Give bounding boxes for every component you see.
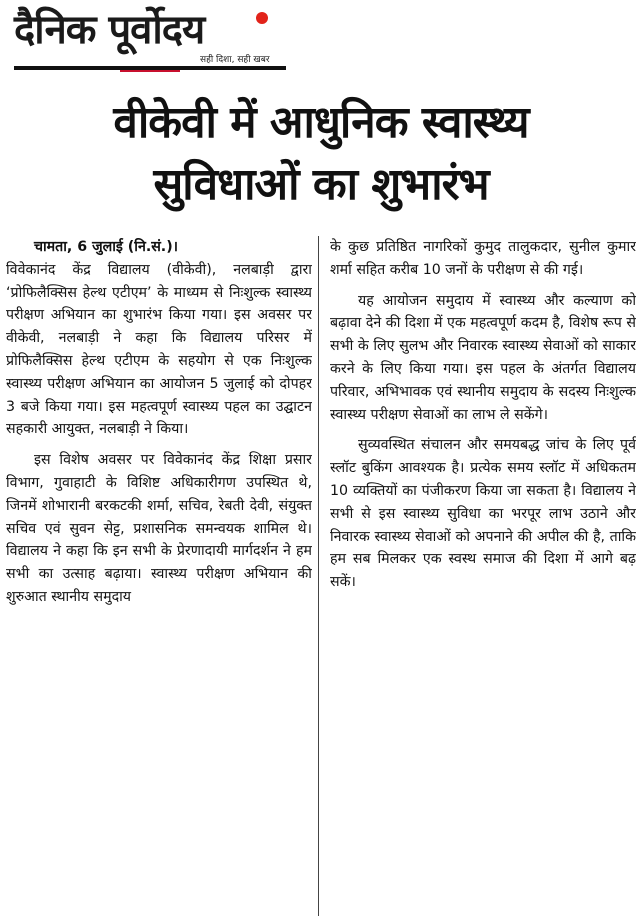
headline-line-1: वीकेवी में आधुनिक स्वास्थ्य (113, 97, 529, 148)
masthead (0, 0, 642, 80)
newspaper-tagline: सही दिशा, सही खबर (200, 55, 270, 65)
article-paragraph: के कुछ प्रतिष्ठित नागरिकों कुमुद तालुकदार, सुनील कुमार शर्मा सहित करीब 10 जनों के परीक्षण से की गई। (330, 239, 636, 278)
article-column-left (6, 236, 312, 916)
article-paragraph: इस विशेष अवसर पर विवेकानंद केंद्र शिक्षा प्रसार विभाग, गुवाहाटी के विशिष्ट अधिकारीगण उपस्थित थे, जिनमें शोभारानी बरकटकी शर्मा, सचिव, रेबती देवी, संयुक्त सचिव एवं सुवन सेट्ट, प्रशासनिक समन्वयक शामिल थे। विद्यालय ने कहा कि इन सभी के प्रेरणादायी मार्गदर्शन ने हम सभी का उत्साह बढ़ाया। स्वास्थ्य परीक्षण अभियान की शुरुआत स्थानीय समुदाय (6, 452, 312, 605)
article-dateline: चामता, 6 जुलाई (नि.सं.)। (34, 239, 179, 255)
article-column-right (330, 236, 636, 916)
newspaper-logo: दैनिक पूर्वोदय (14, 7, 205, 53)
article-headline (0, 92, 642, 216)
article-paragraph: यह आयोजन समुदाय में स्वास्थ्य और कल्याण को बढ़ावा देने की दिशा में एक महत्वपूर्ण कदम है, विशेष रूप से सभी के लिए सुलभ और निवारक स्वास्थ्य सेवाओं को साकार करने के लिए किया गया। इस पहल के अंतर्गत विद्यालय परिवार, अभिभावक एवं स्थानीय समुदाय के सदस्य निःशुल्क स्वास्थ्य परीक्षण सेवाओं का लाभ ले सकेंगे। (330, 292, 636, 423)
column-divider (318, 236, 319, 916)
article-paragraph (6, 236, 312, 259)
logo-dot-icon (256, 12, 268, 24)
masthead-accent-rule (120, 70, 180, 72)
article-paragraph: सुव्यवस्थित संचालन और समयबद्ध जांच के लिए पूर्व स्लॉट बुकिंग आवश्यक है। प्रत्येक समय स्लॉट में अधिकतम 10 व्यक्तियों का पंजीकरण किया जा सकता है। विद्यालय ने सभी से इस स्वास्थ्य सुविधा का भरपूर लाभ उठाने और निवारक स्वास्थ्य सेवाओं को अपनाने की अपील की है, ताकि हम सब मिलकर एक स्वस्थ समाज की दिशा में आगे बढ़ सकें। (330, 437, 636, 591)
headline-line-2: सुविधाओं का शुभारंभ (153, 159, 489, 210)
article-paragraph: विवेकानंद केंद्र विद्यालय (वीकेवी), नलबाड़ी द्वारा ‘प्रोफिलैक्सिस हेल्थ एटीएम’ के माध्यम से निःशुल्क स्वास्थ्य परीक्षण अभियान का शुभारंभ किया गया। इस अवसर पर वीकेवी, नलबाड़ी ने कहा कि विद्यालय परिसर में प्रोफिलैक्सिस हेल्थ एटीएम के सहयोग से एक निःशुल्क स्वास्थ्य परीक्षण अभियान का आयोजन 5 जुलाई को दोपहर 3 बजे किया गया। इस महत्वपूर्ण स्वास्थ्य पहल का उद्घाटन सहकारी आयुक्त, नलबाड़ी ने किया। (6, 261, 312, 438)
